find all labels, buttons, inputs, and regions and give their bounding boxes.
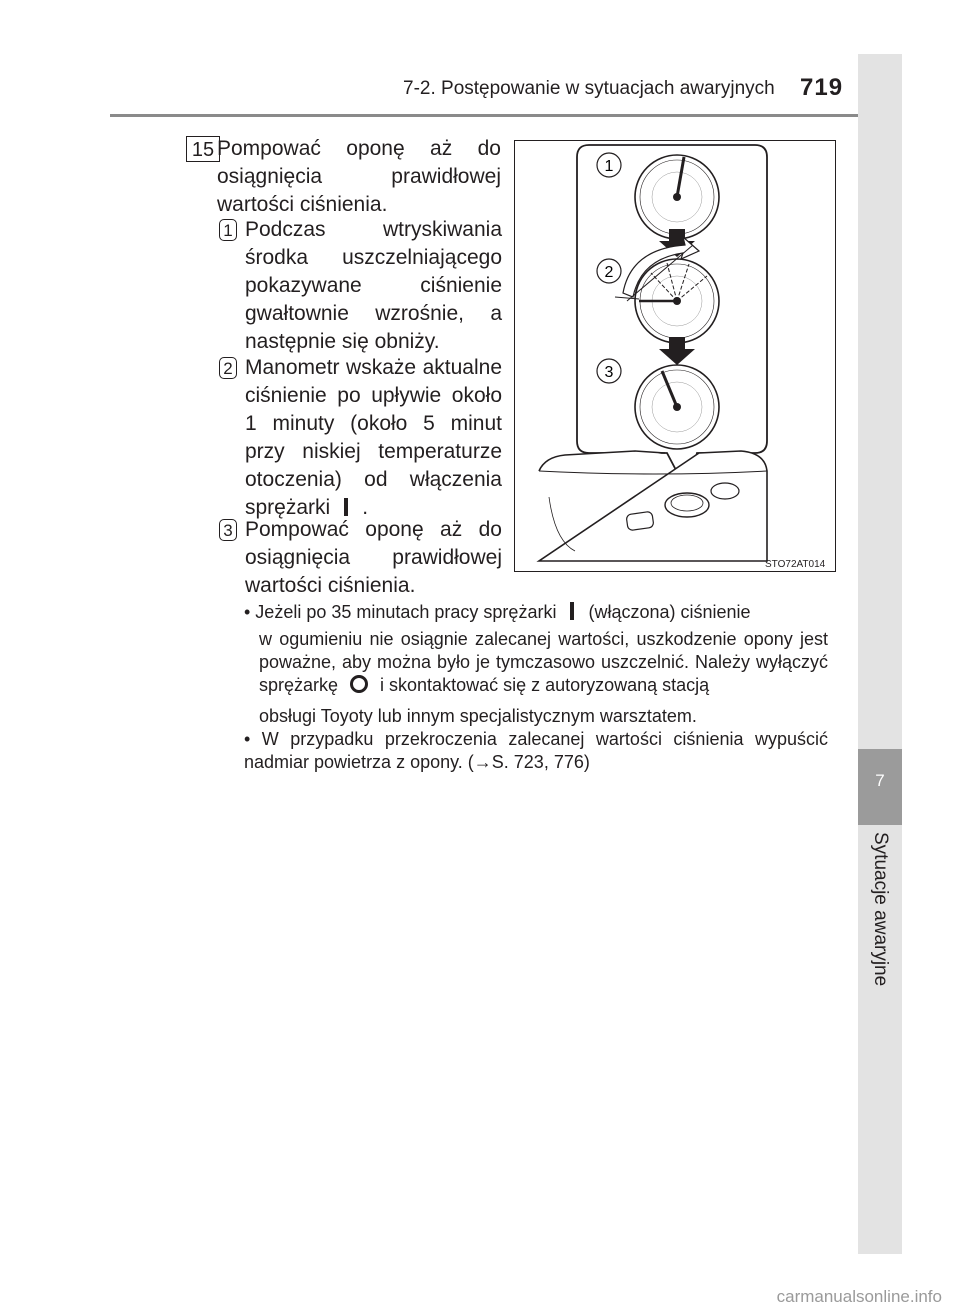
compressor-body (539, 451, 767, 561)
step-text: Pompować oponę aż do osiągnięcia prawidłowej wartości ciśnienia. (217, 137, 501, 216)
figure-code: STO72AT014 (765, 559, 826, 570)
compressor-gauge-figure (514, 140, 836, 572)
pressure-gauge (635, 155, 719, 239)
footer-watermark: carmanualsonline.info (776, 1287, 942, 1306)
chapter-label: Sytuacje awaryjne (870, 832, 891, 987)
note-1-continuation (259, 628, 828, 697)
substep-2-text-end: . (362, 496, 369, 519)
compressor-on-icon (344, 498, 348, 516)
compressor-on-icon (570, 602, 574, 620)
substep-1-text: Podczas wtryskiwania środka uszczelniającego pokazywane ciśnienie gwałtownie wzrośnie, a następnie się obniży. (245, 218, 502, 353)
figure-callout (597, 259, 621, 283)
callout-label: 1 (604, 158, 614, 175)
compressor-switch-icon (626, 511, 654, 530)
side-tab (858, 54, 902, 1254)
figure-callout (597, 359, 621, 383)
substep-2-text (245, 354, 502, 522)
note-1-line-3: i skontaktować się z autoryzowaną stacją (380, 675, 710, 695)
note-1-part-1: • Jeżeli po 35 minutach pracy sprężarki (244, 602, 557, 622)
figure-callout (597, 153, 621, 177)
page-number: 719 (800, 74, 844, 101)
note-1-line-4: obsługi Toyoty lub innym specjalistycznym warsztatem. (259, 706, 697, 726)
chapter-tab[interactable] (858, 749, 902, 825)
chapter-number: 7 (875, 771, 885, 790)
note-1-line-2: w ogumieniu nie osiągnie zalecanej wartości, uszkodzenie opony jest poważne, aby można było je tymczasowo uszczelnić. Należy wyłączyć sprężarkę (259, 629, 828, 695)
substep-badge: 3 (219, 519, 237, 541)
compressor-knob-icon (711, 483, 739, 499)
note-1 (244, 601, 828, 624)
section-title: 7-2. Postępowanie w sytuacjach awaryjnych (403, 78, 775, 99)
substep-2-text-main: Manometr wskaże aktualne ciśnienie po upływie około 1 minuty (około 5 minut przy niskiej temperaturze otoczenia) od włączenia sprężarki (245, 356, 502, 519)
substep-badge: 2 (219, 357, 237, 379)
note-2: • W przypadku przekroczenia zalecanej wartości ciśnienia wypuścić nadmiar powietrza z opony. (→S. 723, 776) (244, 729, 828, 772)
callout-label: 2 (604, 264, 614, 281)
compressor-off-icon (350, 675, 368, 693)
header-divider (110, 114, 860, 117)
note-1-part-2: (włączona) ciśnienie (588, 602, 751, 622)
pressure-gauge (635, 365, 719, 449)
step-number-badge: 15 (186, 136, 220, 162)
callout-label: 3 (604, 364, 614, 381)
pressure-gauge (635, 259, 719, 343)
substep-badge: 1 (219, 219, 237, 241)
substep-3-text: Pompować oponę aż do osiągnięcia prawidłowej wartości ciśnienia. (245, 518, 502, 597)
figure-illustration (515, 141, 835, 571)
